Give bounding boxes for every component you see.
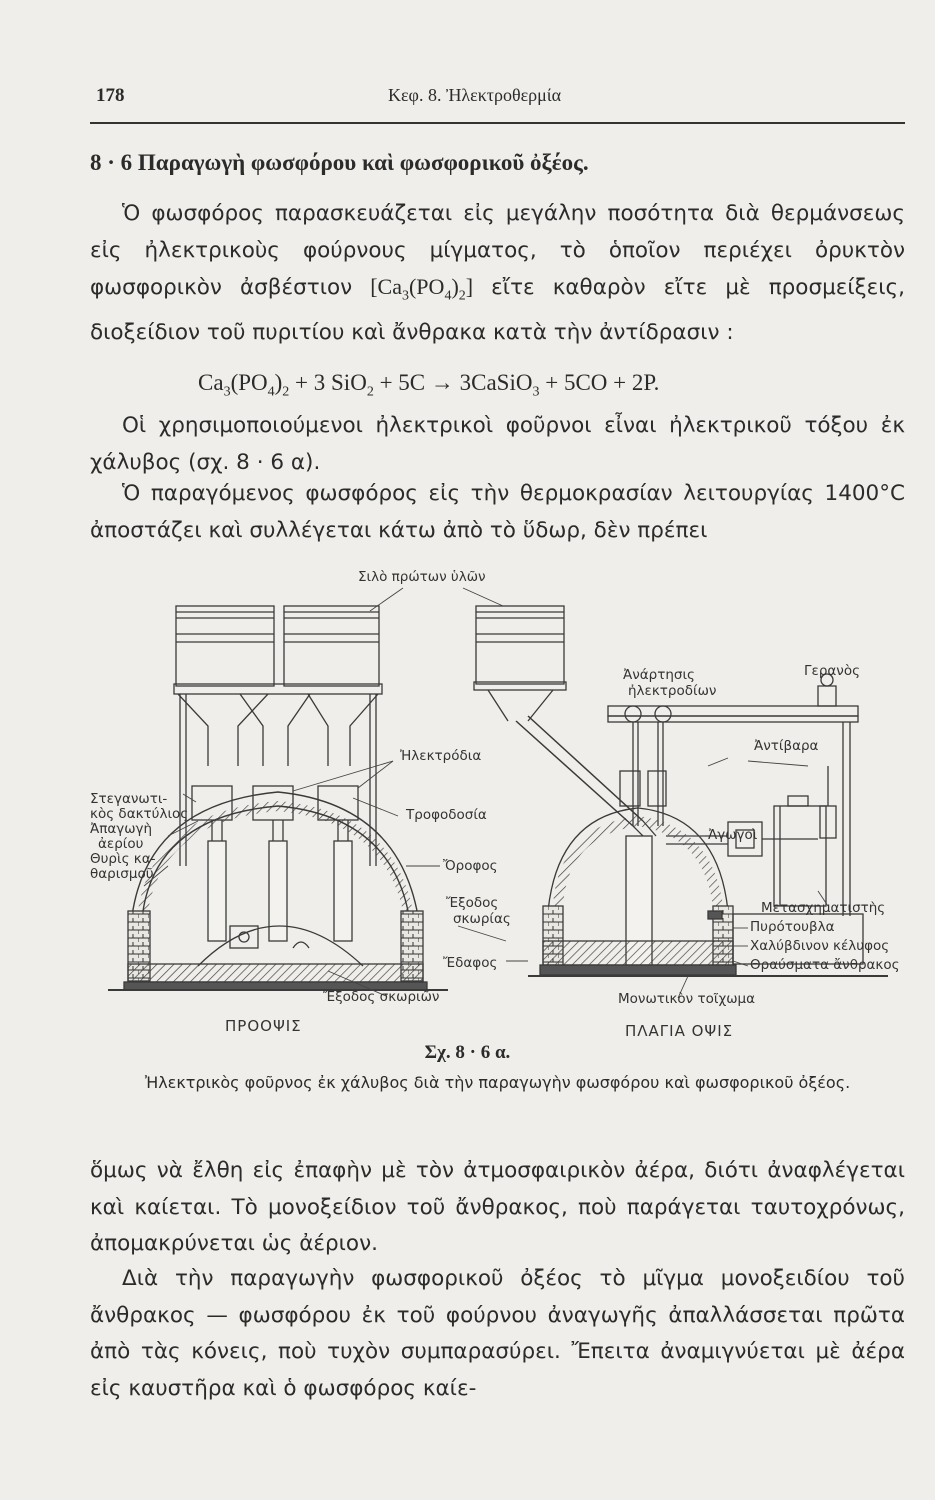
label-roof: Ὄροφος bbox=[443, 858, 498, 874]
figure-caption-number: Σχ. 8 · 6 α. bbox=[424, 1042, 511, 1063]
label-insulating: Μονωτικὸν τοῖχωμα bbox=[618, 991, 756, 1007]
label-gas-2: ἀερίου bbox=[98, 836, 144, 852]
formula-subscript: 2 bbox=[458, 288, 466, 304]
label-conductors: Ἀγωγοὶ bbox=[708, 827, 758, 843]
label-crane: Γερανὸς bbox=[804, 663, 861, 679]
equation-part: + 3 SiO bbox=[289, 370, 367, 395]
paragraph-1-text-b: εἴτε καθαρὸν εἴτε μὲ προσμείξεις, διοξείδιον τοῦ πυριτίου καὶ ἄνθρακα κατὰ τὴν ἀντίδρασιν : bbox=[90, 275, 905, 346]
label-floor: Ἔδαφος bbox=[443, 955, 498, 971]
section-title: 8 · 6 Παραγωγὴ φωσφόρου καὶ φωσφορικοῦ ὀξέος. bbox=[90, 150, 589, 175]
label-gas-1: Ἀπαγωγὴ bbox=[90, 821, 153, 837]
formula-subscript: 4 bbox=[444, 288, 452, 304]
equation-subscript: 2 bbox=[282, 384, 290, 400]
label-suspension-1: Ἀνάρτησις bbox=[623, 667, 695, 683]
paragraph-5-text: Διὰ τὴν παραγωγὴν φωσφορικοῦ ὀξέος τὸ μῖγμα μονοξειδίου τοῦ ἄνθρακος — φωσφόρου ἐκ τοῦ φούρνου ἀναγωγῆς ἀπαλλάσσεται πρῶτα ἀπὸ τὰς κόνεις, ποὺ τυχὸν συμπαρασύρει. Ἔπειτα ἀναμιγνύεται μὲ ἀέρα εἰς καυστῆρα καὶ ὁ φωσφόρος καίε- bbox=[90, 1266, 905, 1401]
label-silo: Σιλὸ πρώτων ὑλῶν bbox=[358, 569, 486, 585]
equation-part: + 5CO + 2P. bbox=[539, 370, 660, 395]
formula-part: ) bbox=[451, 274, 459, 300]
furnace-figure bbox=[88, 566, 918, 1056]
equation-part: ) bbox=[274, 370, 283, 395]
label-slags-exit: Ἔξοδος σκωριῶν bbox=[323, 989, 440, 1005]
chemical-equation bbox=[198, 370, 659, 401]
paragraph-2-text: Οἱ χρησιμοποιούμενοι ἠλεκτρικοὶ φοῦρνοι εἶναι ἠλεκτρικοῦ τόξου ἐκ χάλυβος (σχ. 8 · 6 α). bbox=[90, 413, 905, 475]
label-seal-1: Στεγανωτι- bbox=[90, 791, 168, 807]
equation-subscript: 3 bbox=[223, 384, 231, 400]
equation-subscript: 3 bbox=[532, 384, 540, 400]
label-transformer: Μετασχηματιστὴς bbox=[761, 900, 886, 916]
label-slag-exit-1: Ἔξοδος bbox=[446, 895, 499, 911]
paragraph-4-text: ὅμως νὰ ἔλθη εἰς ἐπαφὴν μὲ τὸν ἀτμοσφαιρικὸν ἀέρα, διότι ἀναφλέγεται καὶ καίεται. Τὸ μονοξείδιον τοῦ ἄνθρακος, ποὺ παράγεται ταυτοχρόνως, ἀπομακρύνεται ὡς ἀέριον. bbox=[90, 1158, 905, 1257]
paragraph-1 bbox=[90, 196, 905, 352]
paragraph-3 bbox=[90, 476, 905, 549]
formula-part: ] bbox=[465, 274, 474, 300]
paragraph-4 bbox=[90, 1153, 905, 1263]
furnace-drawing bbox=[88, 566, 918, 1056]
paragraph-1-text-a: Ὁ φωσφόρος παρασκευάζεται εἰς μεγάλην ποσότητα διὰ θερμάνσεως εἰς ἠλεκτρικοὺς φούρνους μίγματος, τὸ ὁποῖον περιέχει ὀρυκτὸν φωσφορικὸν ἀσβέστιον bbox=[90, 201, 905, 301]
label-counterweight: Ἀντίβαρα bbox=[754, 738, 819, 754]
formula-part: (PO bbox=[408, 274, 445, 300]
equation-part: + 5C → 3CaSiO bbox=[373, 370, 533, 395]
running-title: Κεφ. 8. Ἠλεκτροθερμία bbox=[388, 85, 562, 105]
paragraph-3-text: Ὁ παραγόμενος φωσφόρος εἰς τὴν θερμοκρασίαν λειτουργίας 1400°C ἀποστάζει καὶ συλλέγεται κάτω ἀπὸ τὸ ὕδωρ, δὲν πρέπει bbox=[90, 481, 905, 543]
equation-subscript: 2 bbox=[366, 384, 374, 400]
label-front-view: ΠΡΟΟΨΙΣ bbox=[225, 1017, 302, 1035]
figure-caption-text: Ἠλεκτρικὸς φοῦρνος ἐκ χάλυβος διὰ τὴν παραγωγὴν φωσφόρου καὶ φωσφορικοῦ ὀξέος. bbox=[144, 1073, 851, 1092]
label-side-view: ΠΛΑΓΙΑ ΟΨΙΣ bbox=[625, 1022, 734, 1040]
label-firebrick: Πυρότουβλα bbox=[750, 919, 835, 935]
label-door-1: Θυρὶς κα- bbox=[90, 851, 156, 867]
paragraph-2 bbox=[90, 408, 905, 481]
label-seal-2: κὸς δακτύλιος bbox=[90, 806, 189, 822]
label-suspension-2: ἠλεκτροδίων bbox=[628, 683, 717, 699]
page-header bbox=[90, 85, 905, 119]
label-steel-shell: Χαλύβδινον κέλυφος bbox=[750, 938, 890, 954]
label-carbon: Θραύσματα ἄνθρακος bbox=[750, 957, 900, 973]
page-number: 178 bbox=[96, 85, 125, 106]
paragraph-5 bbox=[90, 1261, 905, 1407]
header-rule bbox=[90, 122, 905, 124]
equation-subscript: 4 bbox=[267, 384, 275, 400]
formula-part: [Ca bbox=[370, 274, 402, 300]
label-feed: Τροφοδοσία bbox=[406, 807, 487, 823]
equation-part: Ca bbox=[198, 370, 224, 395]
inline-formula bbox=[370, 274, 474, 304]
formula-subscript: 3 bbox=[401, 288, 409, 304]
equation-part: (PO bbox=[230, 370, 268, 395]
label-electrodes: Ἠλεκτρόδια bbox=[400, 748, 482, 764]
label-door-2: θαρισμοῦ bbox=[90, 866, 154, 882]
label-slag-exit-2: σκωρίας bbox=[453, 911, 511, 927]
